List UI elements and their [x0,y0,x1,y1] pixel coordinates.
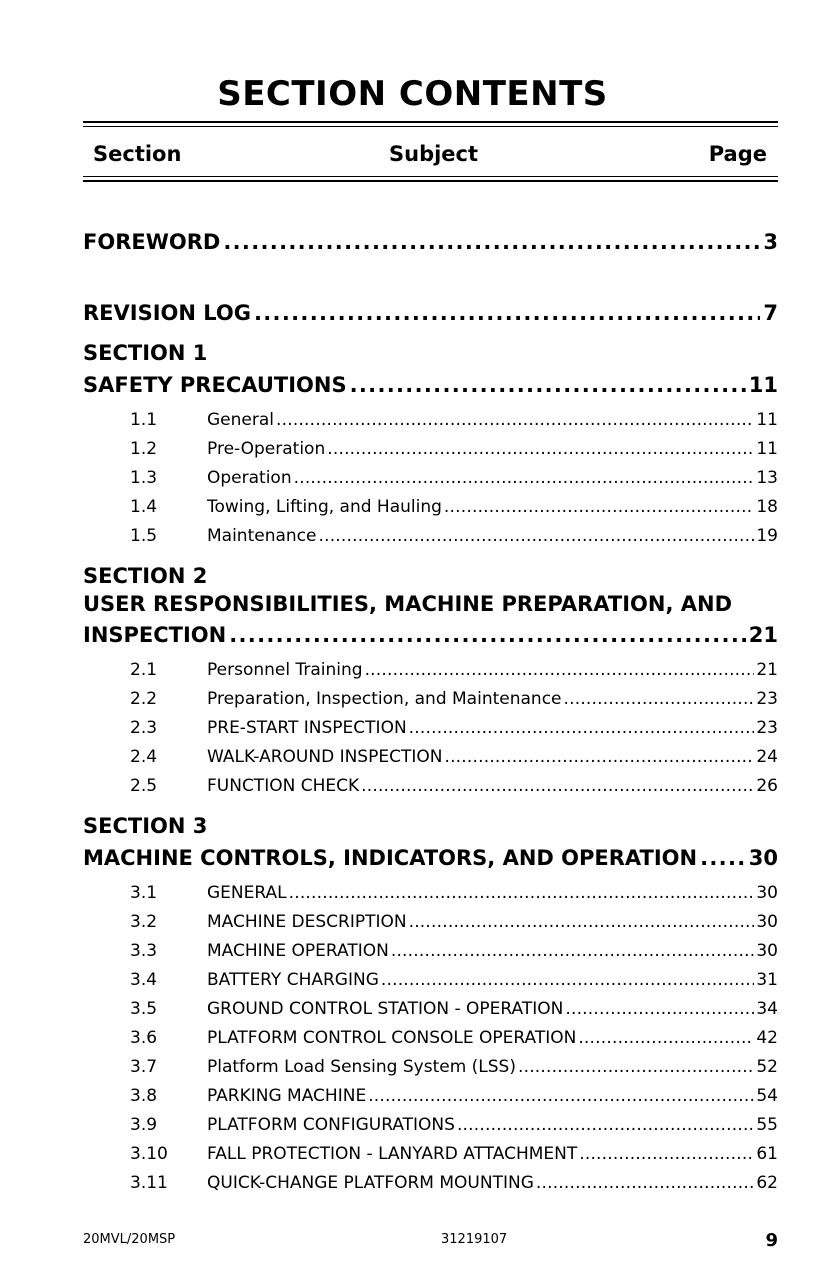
subentry-number: 3.1 [130,883,158,903]
subentry-page: 31 [756,970,778,990]
subentry-number: 1.4 [130,497,158,517]
toc-subentry[interactable] [130,910,778,932]
header-rule-top [83,121,778,123]
toc-subentry[interactable] [130,774,778,796]
subentry-page: 62 [756,1173,778,1193]
subentry-label: MACHINE OPERATION [207,941,389,961]
subentry-label: Personnel Training [207,660,363,680]
column-header-subject: Subject [389,142,479,166]
toc-entry-foreword[interactable] [83,226,778,254]
toc-subentry[interactable] [130,716,778,738]
subentry-label: PLATFORM CONTROL CONSOLE OPERATION [207,1028,577,1048]
subentry-label: PARKING MACHINE [207,1086,367,1106]
subentry-number: 2.4 [130,747,158,767]
footer-doc-number: 31219107 [441,1232,508,1247]
subentry-number: 1.3 [130,468,158,488]
subentry-number: 3.8 [130,1086,158,1106]
toc-subentry[interactable] [130,658,778,680]
toc-entry-label: INSPECTION [83,623,227,647]
toc-subentry[interactable] [130,1026,778,1048]
toc-entry-page: 3 [763,230,778,254]
subentry-label: MACHINE DESCRIPTION [207,912,407,932]
header-rule-bottom-thin [83,176,778,177]
subentry-label: Towing, Lifting, and Hauling [207,497,442,517]
subentry-page: 18 [756,497,778,517]
leader-dots [565,999,754,1019]
subentry-page: 30 [756,883,778,903]
leader-dots [350,373,746,397]
leader-dots [254,301,760,325]
leader-dots [223,230,760,254]
subentry-label: GENERAL [207,883,287,903]
toc-entry-section-3[interactable] [83,842,778,870]
subentry-page: 55 [756,1115,778,1135]
toc-subentry[interactable] [130,408,778,430]
leader-dots [361,776,754,796]
subentry-page: 11 [756,439,778,459]
subentry-number: 3.11 [130,1173,168,1193]
leader-dots [327,439,754,459]
subentry-number: 2.1 [130,660,158,680]
subentry-label: Pre-Operation [207,439,326,459]
subentry-label: GROUND CONTROL STATION - OPERATION [207,999,564,1019]
subentry-label: Maintenance [207,526,317,546]
page-title: SECTION CONTENTS [217,74,608,114]
toc-subentry[interactable] [130,1055,778,1077]
section-2-title-line-1: USER RESPONSIBILITIES, MACHINE PREPARATION, AND [83,592,733,616]
subentry-number: 1.1 [130,410,158,430]
toc-subentry[interactable] [130,1084,778,1106]
subentry-number: 3.5 [130,999,158,1019]
leader-dots [368,1086,754,1106]
leader-dots [409,912,755,932]
subentry-label: PRE-START INSPECTION [207,718,407,738]
leader-dots [564,689,755,709]
toc-entry-section-2[interactable] [83,619,778,647]
leader-dots [391,941,755,961]
subentry-label: FALL PROTECTION - LANYARD ATTACHMENT [207,1144,578,1164]
column-header-section: Section [93,142,182,166]
subentry-page: 13 [756,468,778,488]
subentry-number: 3.7 [130,1057,158,1077]
leader-dots [536,1173,754,1193]
subentry-page: 11 [756,410,778,430]
section-3-number: SECTION 3 [83,814,208,838]
subentry-page: 42 [756,1028,778,1048]
subentry-number: 2.3 [130,718,158,738]
leader-dots [289,883,755,903]
leader-dots [294,468,755,488]
toc-entry-label: SAFETY PRECAUTIONS [83,373,347,397]
leader-dots [409,718,755,738]
toc-entry-revision-log[interactable] [83,297,778,325]
leader-dots [444,747,754,767]
toc-subentry[interactable] [130,466,778,488]
leader-dots [365,660,755,680]
subentry-page: 54 [756,1086,778,1106]
footer-page-number: 9 [765,1230,778,1251]
subentry-number: 1.5 [130,526,158,546]
toc-subentry[interactable] [130,745,778,767]
subentry-number: 3.9 [130,1115,158,1135]
toc-subentry[interactable] [130,495,778,517]
section-1-number: SECTION 1 [83,341,208,365]
footer-model: 20MVL/20MSP [83,1232,176,1247]
subentry-number: 3.2 [130,912,158,932]
subentry-number: 2.2 [130,689,158,709]
toc-entry-page: 30 [748,846,778,870]
leader-dots [229,623,746,647]
subentry-label: General [207,410,274,430]
leader-dots [276,410,754,430]
header-rule-top-thin [83,126,778,127]
subentry-page: 24 [756,747,778,767]
toc-subentry[interactable] [130,437,778,459]
toc-subentry[interactable] [130,1113,778,1135]
toc-subentry[interactable] [130,997,778,1019]
leader-dots [318,526,754,546]
subentry-page: 52 [756,1057,778,1077]
leader-dots [700,846,746,870]
column-header-page: Page [708,142,767,166]
subentry-page: 30 [756,912,778,932]
leader-dots [381,970,754,990]
subentry-number: 2.5 [130,776,158,796]
subentry-label: PLATFORM CONFIGURATIONS [207,1115,455,1135]
subentry-label: QUICK-CHANGE PLATFORM MOUNTING [207,1173,534,1193]
toc-entry-label: FOREWORD [83,230,221,254]
subentry-page: 30 [756,941,778,961]
toc-entry-page: 11 [748,373,778,397]
subentry-page: 19 [756,526,778,546]
toc-entry-page: 21 [748,623,778,647]
toc-entry-section-1[interactable] [83,369,778,397]
leader-dots [457,1115,754,1135]
subentry-page: 21 [756,660,778,680]
toc-subentry[interactable] [130,939,778,961]
subentry-label: Preparation, Inspection, and Maintenance [207,689,562,709]
subentry-page: 23 [756,689,778,709]
subentry-label: FUNCTION CHECK [207,776,360,796]
leader-dots [579,1144,754,1164]
subentry-number: 3.6 [130,1028,158,1048]
subentry-number: 3.4 [130,970,158,990]
toc-subentry[interactable] [130,968,778,990]
subentry-page: 26 [756,776,778,796]
subentry-page: 61 [756,1144,778,1164]
subentry-label: BATTERY CHARGING [207,970,379,990]
toc-subentry[interactable] [130,1171,778,1193]
subentry-label: Platform Load Sensing System (LSS) [207,1057,516,1077]
subentry-number: 1.2 [130,439,158,459]
toc-entry-label: REVISION LOG [83,301,251,325]
subentry-page: 34 [756,999,778,1019]
subentry-number: 3.10 [130,1144,168,1164]
toc-subentry[interactable] [130,881,778,903]
leader-dots [518,1057,754,1077]
subentry-page: 23 [756,718,778,738]
toc-subentry[interactable] [130,687,778,709]
header-rule-bottom [83,180,778,182]
toc-entry-label: MACHINE CONTROLS, INDICATORS, AND OPERATION [83,846,698,870]
leader-dots [578,1028,754,1048]
toc-entry-page: 7 [763,301,778,325]
toc-subentry[interactable] [130,524,778,546]
subentry-number: 3.3 [130,941,158,961]
subentry-label: Operation [207,468,292,488]
toc-subentry[interactable] [130,1142,778,1164]
subentry-label: WALK-AROUND INSPECTION [207,747,443,767]
leader-dots [444,497,754,517]
section-2-number: SECTION 2 [83,564,208,588]
